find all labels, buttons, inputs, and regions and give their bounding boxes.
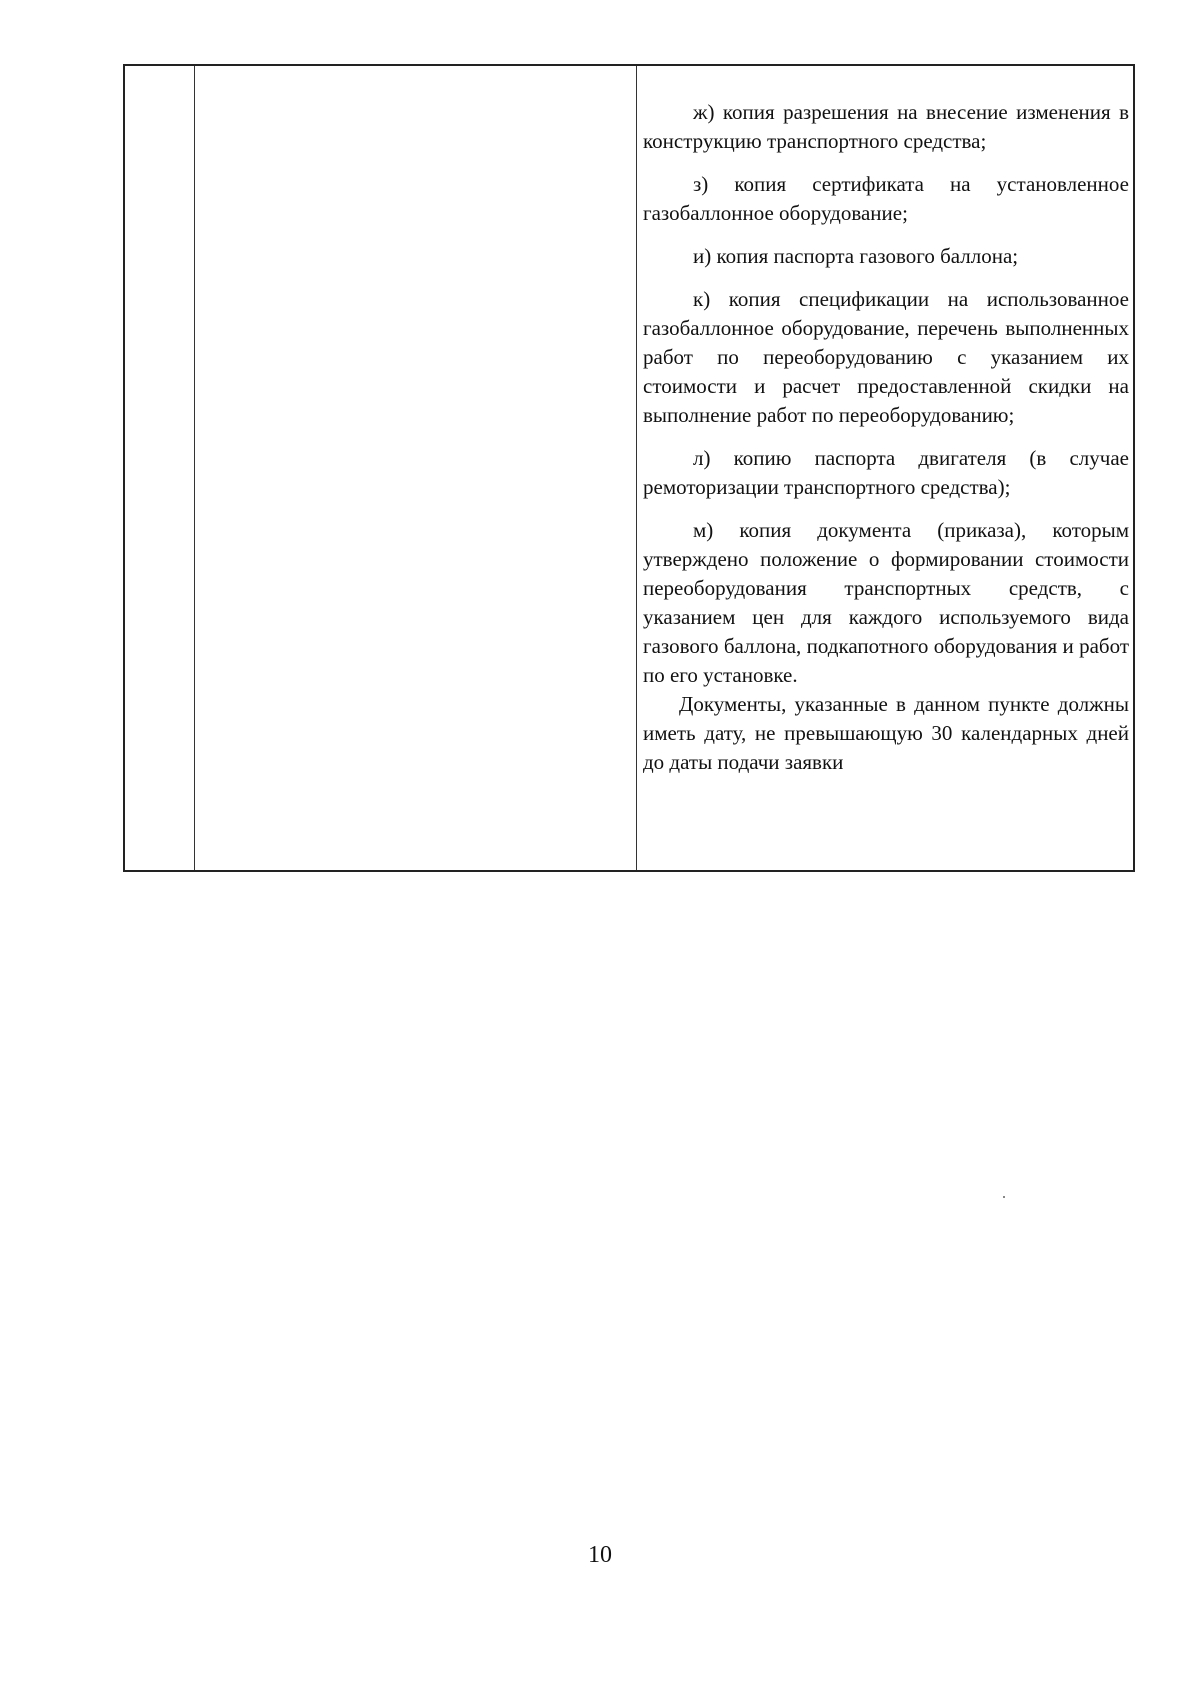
list-item-zh: ж) копия разрешения на внесение изменения в конструкцию транспортного средства; xyxy=(643,100,1129,153)
table-cell-documents xyxy=(637,66,1133,870)
list-item-m: м) копия документа (приказа), которым утверждено положение о формировании стоимости переоборудования транспортных средств, с указанием цен для каждого используемого вида газового баллона, подкапотного оборудования и работ по его установке. xyxy=(643,518,1129,687)
list-item-i: и) копия паспорта газового баллона; xyxy=(693,244,1019,268)
list-item-l: л) копию паспорта двигателя (в случае ремоторизации транспортного средства); xyxy=(643,446,1129,499)
table-cell-number xyxy=(125,66,195,870)
document-table xyxy=(123,64,1135,872)
scan-speck xyxy=(1003,1196,1005,1198)
table-cell-name xyxy=(195,66,637,870)
list-item-k: к) копия спецификации на использованное газобаллонное оборудование, перечень выполненных работ по переоборудованию с указанием их стоимости и расчет предоставленной скидки на выполнение работ по переоборудованию; xyxy=(643,287,1129,427)
page-number: 10 xyxy=(588,1542,612,1568)
list-item-z: з) копия сертификата на установленное газобаллонное оборудование; xyxy=(643,172,1129,225)
documents-note: Документы, указанные в данном пункте должны иметь дату, не превышающую 30 календарных дней до даты подачи заявки xyxy=(643,692,1129,774)
